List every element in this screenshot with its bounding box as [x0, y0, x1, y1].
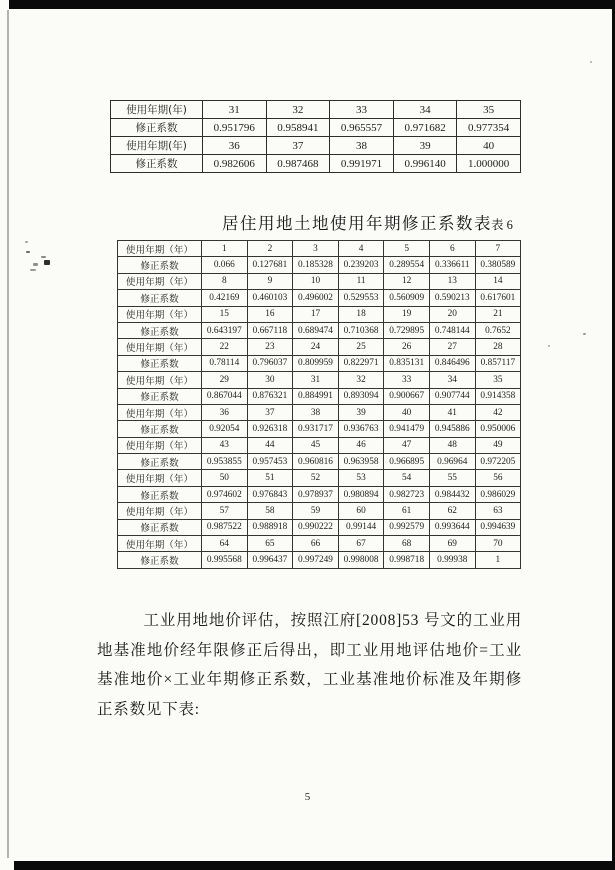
- value-cell: 36: [202, 404, 248, 420]
- row-label-cell: 使用年期（年）: [118, 273, 202, 289]
- row-label-cell: 使用年期（年）: [118, 306, 202, 322]
- value-cell: 0.966895: [384, 454, 430, 470]
- value-cell: 42: [475, 404, 521, 420]
- value-cell: 0.953855: [202, 454, 248, 470]
- value-cell: 0.976843: [247, 486, 293, 502]
- value-cell: 39: [393, 137, 457, 155]
- scan-artifact: [44, 260, 50, 265]
- value-cell: 68: [384, 536, 430, 552]
- row-label-cell: 使用年期（年）: [118, 404, 202, 420]
- value-cell: 0.988918: [247, 519, 293, 535]
- value-cell: 0.936763: [338, 421, 384, 437]
- value-cell: 27: [429, 339, 475, 355]
- table6-title: 居住用地土地使用年期修正系数表: [222, 214, 492, 233]
- value-cell: 0.42169: [202, 290, 248, 306]
- value-cell: 0.995568: [202, 552, 248, 568]
- value-cell: 0.982723: [384, 486, 430, 502]
- row-label-cell: 使用年期（年）: [118, 437, 202, 453]
- value-cell: 0.496002: [293, 290, 339, 306]
- value-cell: 15: [202, 306, 248, 322]
- page-number: 5: [304, 791, 311, 803]
- value-cell: 0.986029: [475, 486, 521, 502]
- value-cell: 0.991971: [330, 155, 394, 173]
- row-label-cell: 使用年期（年）: [118, 241, 202, 257]
- row-label-cell: 修正系数: [118, 290, 202, 306]
- value-cell: 23: [247, 339, 293, 355]
- value-cell: 29: [202, 372, 248, 388]
- value-cell: 12: [384, 273, 430, 289]
- scan-artifact: [33, 263, 38, 266]
- value-cell: 31: [293, 372, 339, 388]
- value-cell: 0.992579: [384, 519, 430, 535]
- value-cell: 52: [293, 470, 339, 486]
- value-cell: 7: [475, 241, 521, 257]
- value-cell: 0.857117: [475, 355, 521, 371]
- value-cell: 0.945886: [429, 421, 475, 437]
- value-cell: 61: [384, 503, 430, 519]
- row-label-cell: 使用年期（年）: [118, 536, 202, 552]
- value-cell: 43: [202, 437, 248, 453]
- row-label-cell: 修正系数: [118, 552, 202, 568]
- value-cell: 0.729895: [384, 322, 430, 338]
- row-label-cell: 使用年期（年）: [118, 470, 202, 486]
- value-cell: 25: [338, 339, 384, 355]
- value-cell: 0.99144: [338, 519, 384, 535]
- value-cell: 0.846496: [429, 355, 475, 371]
- value-cell: 0.239203: [338, 257, 384, 273]
- value-cell: 66: [293, 536, 339, 552]
- value-cell: 0.560909: [384, 290, 430, 306]
- value-cell: 33: [330, 101, 394, 119]
- value-cell: 0.884991: [293, 388, 339, 404]
- value-cell: 30: [247, 372, 293, 388]
- value-cell: 0.529553: [338, 290, 384, 306]
- table-row: [118, 372, 521, 388]
- row-label-cell: 修正系数: [111, 155, 203, 173]
- value-cell: 0.336611: [429, 257, 475, 273]
- value-cell: 0.643197: [202, 322, 248, 338]
- value-cell: 0.987522: [202, 519, 248, 535]
- value-cell: 38: [330, 137, 394, 155]
- table-row: [118, 290, 521, 306]
- value-cell: 2: [247, 241, 293, 257]
- value-cell: 0.748144: [429, 322, 475, 338]
- value-cell: 34: [429, 372, 475, 388]
- row-label-cell: 使用年期(年): [111, 101, 203, 119]
- table-row: [118, 355, 521, 371]
- value-cell: 46: [338, 437, 384, 453]
- value-cell: 0.185328: [293, 257, 339, 273]
- value-cell: 48: [429, 437, 475, 453]
- value-cell: 70: [475, 536, 521, 552]
- value-cell: 50: [202, 470, 248, 486]
- table-row: [118, 470, 521, 486]
- value-cell: 67: [338, 536, 384, 552]
- table6-tag: 表 6: [491, 218, 513, 232]
- year-coefficient-table-31-40: [110, 100, 521, 173]
- table-row: [118, 404, 521, 420]
- value-cell: 0.984432: [429, 486, 475, 502]
- table-row: [111, 155, 521, 173]
- value-cell: 0.667118: [247, 322, 293, 338]
- scan-artifact: [590, 61, 592, 63]
- value-cell: 18: [338, 306, 384, 322]
- value-cell: 0.96964: [429, 454, 475, 470]
- table-row: [118, 306, 521, 322]
- value-cell: 0.460103: [247, 290, 293, 306]
- value-cell: 0.289554: [384, 257, 430, 273]
- value-cell: 0.941479: [384, 421, 430, 437]
- value-cell: 4: [338, 241, 384, 257]
- scan-artifact: [41, 256, 46, 258]
- table-row: [118, 388, 521, 404]
- value-cell: 21: [475, 306, 521, 322]
- value-cell: 14: [475, 273, 521, 289]
- scan-artifact: [583, 333, 586, 335]
- table-row: [111, 137, 521, 155]
- value-cell: 17: [293, 306, 339, 322]
- value-cell: 0.835131: [384, 355, 430, 371]
- row-label-cell: 修正系数: [118, 486, 202, 502]
- value-cell: 0.977354: [457, 119, 521, 137]
- value-cell: 0.996140: [393, 155, 457, 173]
- value-cell: 62: [429, 503, 475, 519]
- value-cell: 0.92054: [202, 421, 248, 437]
- value-cell: 0.809959: [293, 355, 339, 371]
- table-row: [111, 119, 521, 137]
- value-cell: 0.931717: [293, 421, 339, 437]
- value-cell: 5: [384, 241, 430, 257]
- scan-edge-left-line: [7, 10, 9, 858]
- industrial-land-paragraph: 工业用地地价评估，按照江府[2008]53 号文的工业用地基准地价经年限修正后得出，即工业用地评估地价=工业基准地价×工业年期修正系数，工业基准地价标准及年期修正系数见下表:: [97, 612, 522, 718]
- value-cell: 63: [475, 503, 521, 519]
- value-cell: 0.867044: [202, 388, 248, 404]
- value-cell: 0.965557: [330, 119, 394, 137]
- table-row: [118, 454, 521, 470]
- value-cell: 37: [247, 404, 293, 420]
- row-label-cell: 修正系数: [111, 119, 203, 137]
- scan-edge-bottom: [14, 861, 615, 870]
- value-cell: 0.958941: [266, 119, 330, 137]
- value-cell: 0.99938: [429, 552, 475, 568]
- row-label-cell: 修正系数: [118, 322, 202, 338]
- value-cell: 31: [203, 101, 267, 119]
- value-cell: 1.000000: [457, 155, 521, 173]
- value-cell: 65: [247, 536, 293, 552]
- value-cell: 19: [384, 306, 430, 322]
- value-cell: 0.066: [202, 257, 248, 273]
- row-label-cell: 修正系数: [118, 519, 202, 535]
- scan-edge-top: [9, 0, 615, 9]
- value-cell: 0.982606: [203, 155, 267, 173]
- value-cell: 69: [429, 536, 475, 552]
- table6-caption-row: [0, 210, 615, 232]
- row-label-cell: 修正系数: [118, 454, 202, 470]
- table-row: [118, 519, 521, 535]
- value-cell: 0.900667: [384, 388, 430, 404]
- table-row: [118, 322, 521, 338]
- value-cell: 0.907744: [429, 388, 475, 404]
- value-cell: 0.710368: [338, 322, 384, 338]
- value-cell: 36: [203, 137, 267, 155]
- value-cell: 0.957453: [247, 454, 293, 470]
- value-cell: 49: [475, 437, 521, 453]
- table-row: [118, 486, 521, 502]
- value-cell: 11: [338, 273, 384, 289]
- value-cell: 0.980894: [338, 486, 384, 502]
- residential-land-year-coefficient-table: [117, 240, 521, 569]
- value-cell: 0.822971: [338, 355, 384, 371]
- value-cell: 0.960816: [293, 454, 339, 470]
- value-cell: 0.998008: [338, 552, 384, 568]
- table-row: [118, 241, 521, 257]
- value-cell: 1: [475, 552, 521, 568]
- scan-artifact: [25, 241, 28, 243]
- table-row: [118, 503, 521, 519]
- value-cell: 35: [457, 101, 521, 119]
- value-cell: 0.972205: [475, 454, 521, 470]
- value-cell: 0.997249: [293, 552, 339, 568]
- value-cell: 38: [293, 404, 339, 420]
- value-cell: 41: [429, 404, 475, 420]
- value-cell: 59: [293, 503, 339, 519]
- value-cell: 24: [293, 339, 339, 355]
- table-row: [118, 273, 521, 289]
- table-row: [118, 339, 521, 355]
- value-cell: 55: [429, 470, 475, 486]
- value-cell: 45: [293, 437, 339, 453]
- row-label-cell: 修正系数: [118, 355, 202, 371]
- value-cell: 0.127681: [247, 257, 293, 273]
- table-row: [118, 257, 521, 273]
- value-cell: 0.987468: [266, 155, 330, 173]
- value-cell: 40: [384, 404, 430, 420]
- value-cell: 53: [338, 470, 384, 486]
- value-cell: 64: [202, 536, 248, 552]
- value-cell: 40: [457, 137, 521, 155]
- value-cell: 28: [475, 339, 521, 355]
- value-cell: 26: [384, 339, 430, 355]
- value-cell: 6: [429, 241, 475, 257]
- table-row: [118, 536, 521, 552]
- value-cell: 20: [429, 306, 475, 322]
- value-cell: 47: [384, 437, 430, 453]
- value-cell: 0.978937: [293, 486, 339, 502]
- row-label-cell: 修正系数: [118, 388, 202, 404]
- value-cell: 57: [202, 503, 248, 519]
- value-cell: 0.990222: [293, 519, 339, 535]
- value-cell: 0.876321: [247, 388, 293, 404]
- value-cell: 51: [247, 470, 293, 486]
- value-cell: 13: [429, 273, 475, 289]
- value-cell: 58: [247, 503, 293, 519]
- value-cell: 33: [384, 372, 430, 388]
- value-cell: 0.7652: [475, 322, 521, 338]
- row-label-cell: 修正系数: [118, 421, 202, 437]
- scan-artifact: [548, 345, 550, 347]
- value-cell: 32: [338, 372, 384, 388]
- value-cell: 54: [384, 470, 430, 486]
- row-label-cell: 使用年期(年): [111, 137, 203, 155]
- value-cell: 22: [202, 339, 248, 355]
- table-row: [118, 552, 521, 568]
- value-cell: 0.926318: [247, 421, 293, 437]
- value-cell: 0.994639: [475, 519, 521, 535]
- value-cell: 0.950006: [475, 421, 521, 437]
- value-cell: 0.963958: [338, 454, 384, 470]
- value-cell: 34: [393, 101, 457, 119]
- value-cell: 0.971682: [393, 119, 457, 137]
- value-cell: 3: [293, 241, 339, 257]
- value-cell: 0.914358: [475, 388, 521, 404]
- value-cell: 0.993644: [429, 519, 475, 535]
- value-cell: 0.893094: [338, 388, 384, 404]
- value-cell: 60: [338, 503, 384, 519]
- value-cell: 1: [202, 241, 248, 257]
- value-cell: 0.617601: [475, 290, 521, 306]
- value-cell: 32: [266, 101, 330, 119]
- value-cell: 35: [475, 372, 521, 388]
- scan-artifact: [26, 251, 30, 253]
- value-cell: 0.951796: [203, 119, 267, 137]
- value-cell: 0.998718: [384, 552, 430, 568]
- value-cell: 0.78114: [202, 355, 248, 371]
- value-cell: 16: [247, 306, 293, 322]
- table-row: [118, 437, 521, 453]
- value-cell: 0.974602: [202, 486, 248, 502]
- table-row: [118, 421, 521, 437]
- value-cell: 44: [247, 437, 293, 453]
- value-cell: 8: [202, 273, 248, 289]
- value-cell: 0.996437: [247, 552, 293, 568]
- value-cell: 0.590213: [429, 290, 475, 306]
- value-cell: 0.689474: [293, 322, 339, 338]
- value-cell: 56: [475, 470, 521, 486]
- row-label-cell: 修正系数: [118, 257, 202, 273]
- value-cell: 39: [338, 404, 384, 420]
- row-label-cell: 使用年期（年）: [118, 339, 202, 355]
- value-cell: 0.796037: [247, 355, 293, 371]
- value-cell: 0.380589: [475, 257, 521, 273]
- value-cell: 9: [247, 273, 293, 289]
- value-cell: 10: [293, 273, 339, 289]
- row-label-cell: 使用年期（年）: [118, 372, 202, 388]
- value-cell: 37: [266, 137, 330, 155]
- scan-artifact: [30, 269, 36, 271]
- row-label-cell: 使用年期（年）: [118, 503, 202, 519]
- table-row: [111, 101, 521, 119]
